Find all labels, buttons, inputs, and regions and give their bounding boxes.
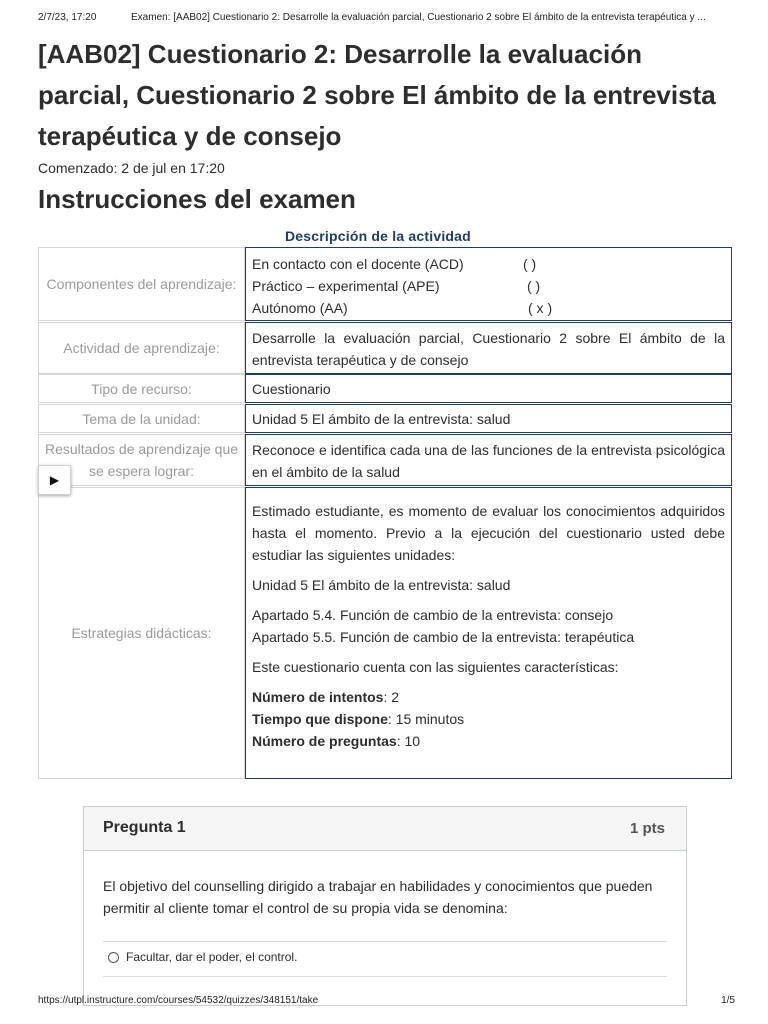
answer-option[interactable] xyxy=(108,950,297,964)
attempts-line: Número de intentos: 2 xyxy=(252,689,400,705)
resource-type-value: Cuestionario xyxy=(245,374,732,403)
strategies-section-2: Apartado 5.5. Función de cambio de la entrevista: terapéutica xyxy=(252,629,635,645)
play-button[interactable] xyxy=(38,465,71,495)
components-label: Componentes del aprendizaje: xyxy=(38,247,245,321)
activity-label: Actividad de aprendizaje: xyxy=(38,322,245,374)
questions-line: Número de preguntas: 10 xyxy=(252,733,421,749)
print-url: https://utpl.instructure.com/courses/54532/quizzes/348151/take xyxy=(38,995,319,1006)
radio-button[interactable] xyxy=(108,952,119,963)
question-name: Pregunta 1 xyxy=(103,819,186,836)
learning-results-value: Reconoce e identifica cada una de las funciones de la entrevista psicológica en el ámbito de la salud xyxy=(245,434,732,486)
print-page-title: Examen: [AAB02] Cuestionario 2: Desarrolle la evaluación parcial, Cuestionario 2 sobre El ámbito de la entrevista terapéutica y ... xyxy=(131,12,706,23)
row-components xyxy=(38,247,732,321)
activity-description-caption: Descripción de la actividad xyxy=(285,228,471,244)
unit-topic-label: Tema de la unidad: xyxy=(38,404,245,433)
component-item: En contacto con el docente (ACD) ( ) xyxy=(252,256,537,272)
print-header xyxy=(38,12,748,23)
question-text: El objetivo del counselling dirigido a trabajar en habilidades y conocimientos que pueden permitir al cliente tomar el control de su propia vida se denomina: xyxy=(103,878,653,916)
play-icon: ▶ xyxy=(49,473,60,487)
strategies-value xyxy=(245,487,732,779)
question-header xyxy=(84,807,686,851)
print-footer xyxy=(38,995,735,1006)
quiz-title: [AAB02] Cuestionario 2: Desarrolle la evaluación parcial, Cuestionario 2 sobre El ámbito de la entrevista terapéutica y de consejo xyxy=(38,39,716,151)
answer-divider xyxy=(103,976,667,977)
strategies-label: Estrategias didácticas: xyxy=(38,487,245,779)
strategies-intro: Estimado estudiante, es momento de evaluar los conocimientos adquiridos hasta el momento. Previo a la ejecución del cuestionario usted debe estudiar las siguientes unidades: xyxy=(252,503,725,563)
row-learning-results xyxy=(38,434,732,486)
quiz-started-time: Comenzado: 2 de jul en 17:20 xyxy=(38,160,225,176)
component-item: Práctico – experimental (APE) ( ) xyxy=(252,278,541,294)
time-line: Tiempo que dispone: 15 minutos xyxy=(252,711,465,727)
learning-results-label: Resultados de aprendizaje que se espera lograr: xyxy=(38,434,245,486)
instructions-title: Instrucciones del examen xyxy=(38,184,356,214)
strategies-features: Este cuestionario cuenta con las siguientes características: xyxy=(252,659,619,675)
components-value xyxy=(245,247,732,321)
question-points: 1 pts xyxy=(629,820,665,837)
row-resource-type xyxy=(38,374,732,403)
answer-divider xyxy=(103,941,667,942)
strategies-unit: Unidad 5 El ámbito de la entrevista: salud xyxy=(252,577,511,593)
component-item: Autónomo (AA) ( x ) xyxy=(252,300,553,316)
activity-value: Desarrolle la evaluación parcial, Cuestionario 2 sobre El ámbito de la entrevista terapéutica y de consejo xyxy=(245,322,732,374)
row-unit-topic xyxy=(38,404,732,433)
resource-type-label: Tipo de recurso: xyxy=(38,374,245,403)
print-page-number: 1/5 xyxy=(721,995,735,1006)
row-activity xyxy=(38,322,732,374)
unit-topic-value: Unidad 5 El ámbito de la entrevista: salud xyxy=(245,404,732,433)
answer-option-label: Facultar, dar el poder, el control. xyxy=(126,950,298,964)
strategies-section-1: Apartado 5.4. Función de cambio de la entrevista: consejo xyxy=(252,607,614,623)
print-date: 2/7/23, 17:20 xyxy=(38,12,97,23)
question-card xyxy=(83,806,687,1006)
row-strategies xyxy=(38,487,732,779)
